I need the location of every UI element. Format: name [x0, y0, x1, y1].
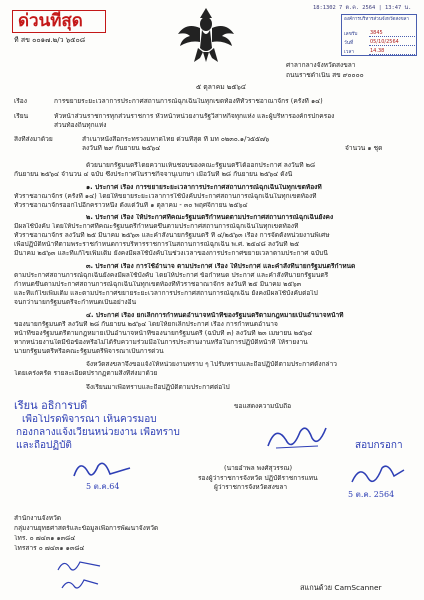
body-p5-line: หากหน่วยงานใดมีข้อข้องหรือไม่ได้รับความร่วมมือในการประสานงานหรือในการปฏิบัติหน้าที่ ให้รายงาน — [14, 339, 308, 346]
subject-label: เรื่อง — [14, 98, 27, 105]
attachment-qty: จำนวน ๑ ชุด — [345, 145, 383, 152]
to-line-2: ส่วนท้องถิ่นทุกแห่ง — [54, 122, 107, 129]
to-line-1: หัวหน้าส่วนราชการทุกส่วนราชการ หัวหน้าหน่วยงานรัฐวิสาหกิจทุกแห่ง และผู้บริหารองค์กรปกครอง — [54, 113, 335, 120]
top-time-stamp: 18:1302 7 ต.ค. 2564 | 13:47 น. — [313, 5, 412, 11]
body-p1-line: กันยายน ๒๕๖๔ จำนวน ๔ ฉบับ ซึ่งประกาศในราชกิจจานุเบกษา เมื่อวันที่ ๒๘ กันยายน ๒๕๖๔ ดังนี้ — [14, 171, 293, 178]
urgent-box — [12, 10, 106, 33]
receipt-date: 05/10/2564 — [370, 39, 399, 45]
receipt-date-label: วันที่ — [344, 41, 354, 46]
to-label: เรียน — [14, 113, 29, 120]
body-p6-line: โดยเคร่งครัด รายละเอียดปรากฏตามสิ่งที่ส่งมาด้วย — [14, 370, 158, 377]
sender-name: ศาลากลางจังหวัดสงขลา — [286, 62, 356, 69]
receipt-no: 3845 — [370, 30, 383, 36]
closing-request: จึงเรียนมาเพื่อทราบและถือปฏิบัติตามประกาศต่อไป — [86, 384, 230, 391]
body-p4-line: และที่แก้ไขเพิ่มเติม และตามประกาศขยายระยะเวลาการประกาศสถานการณ์ฉุกเฉิน ยังคงมีผลใช้บังคับต่อไป — [14, 290, 318, 297]
body-p5-line: หน้าที่ของรัฐมนตรีตามกฎหมายเป็นอำนาจหน้าที่ของนายกรัฐมนตรี (ฉบับที่ ๓) ลงวันที่ ๒๓ เมษายน ๒๕๖๔ — [14, 330, 313, 337]
body-p5-line: ของนายกรัฐมนตรี ลงวันที่ ๒๘ กันยายน ๒๕๖๔ โดยให้ยกเลิกประกาศ เรื่อง การกำหนดอำนาจ — [14, 321, 278, 328]
body-p3-line: ทั่วราชอาณาจักร ลงวันที่ ๒๕ มีนาคม ๒๕๖๓ และคำสั่งนายกรัฐมนตรี ที่ ๔/๒๕๖๓ เรื่อง การจัดตั้งหน่วยงานพิเศษ — [14, 232, 330, 239]
receipt-time: 14.38 — [370, 48, 385, 54]
body-p5-line: นายกรัฐมนตรีหรือคณะรัฐมนตรีพิจารณาเป็นการด่วน — [14, 348, 164, 355]
handwritten-note-line: เพื่อโปรดพิจารณา เห็นควรมอบ — [22, 414, 157, 425]
footer-division: กลุ่มงานยุทธศาสตร์และข้อมูลเพื่อการพัฒนาจังหวัด — [14, 525, 159, 532]
body-p3-line: ๒. ประกาศ เรื่อง ให้ประกาศที่คณะรัฐมนตรีกำหนดตามประกาศสถานการณ์ฉุกเฉินยังคง — [86, 214, 334, 221]
receipt-org: องค์การบริหารส่วนจังหวัดสงขลา — [344, 17, 409, 22]
handwritten-note-line: กองกลางแจ้งเวียนหน่วยงาน เพื่อทราบ — [16, 427, 180, 438]
body-p3-line: มีนาคม ๒๕๖๓ และที่แก้ไขเพิ่มเติม ยังคงมีผลใช้บังคับในช่วงเวลาของการประกาศขยายเวลาตามประกาศ ฉบับนี้ — [14, 250, 328, 257]
body-p4-line: ตามประกาศสถานการณ์ฉุกเฉินยังคงมีผลใช้บังคับ โดยให้ประกาศ ข้อกำหนด ประกาศ และคำสั่งที่นายกรัฐมนตรี — [14, 272, 329, 279]
subject-text: การขยายระยะเวลาการประกาศสถานการณ์ฉุกเฉินในทุกเขตท้องที่ทั่วราชอาณาจักร (ครั้งที่ ๑๔) — [54, 98, 323, 105]
garuda-emblem-icon — [176, 8, 236, 64]
handwritten-note-line: เรียน อธิการบดี — [14, 400, 88, 412]
body-p4-line: จนกว่านายกรัฐมนตรีจะกำหนดเป็นอย่างอื่น — [14, 299, 137, 306]
official-signature-icon — [262, 418, 332, 458]
body-p4-line: กำหนดขึ้นตามประกาศสถานการณ์ฉุกเฉินในทุกเขตท้องที่ทั่วราชอาณาจักร ลงวันที่ ๒๕ มีนาคม ๒๕๖๓ — [14, 281, 302, 288]
sender-street: ถนนราชดำเนิน สข ๙๐๐๐๐ — [286, 72, 364, 79]
bottom-signature-icon — [54, 556, 104, 576]
body-p2-line: ทั่วราชอาณาจักร (ครั้งที่ ๑๔) โดยให้ขยายระยะเวลาการใช้บังคับประกาศสถานการณ์ฉุกเฉินในทุกเขตท้องที่ — [14, 193, 317, 200]
closing-text: ขอแสดงความนับถือ — [234, 403, 292, 410]
letter-date: ๕ ตุลาคม ๒๕๖๔ — [196, 84, 246, 91]
footer-fax: โทรสาร ๐ ๗๔๓๑ ๑๓๘๔ — [14, 545, 85, 552]
body-p5-line: ๔. ประกาศ เรื่อง ยกเลิกการกำหนดอำนาจหน้าที่ของรัฐมนตรีตามกฎหมายเป็นอำนาจหน้าที่ — [86, 312, 344, 319]
attachment-line-2: ลงวันที่ ๒๙ กันยายน ๒๕๖๔ — [82, 145, 161, 152]
footer-office: สำนักงานจังหวัด — [14, 515, 62, 522]
left-signature-icon — [70, 456, 134, 484]
footer-tel: โทร. ๐ ๗๔๓๑ ๑๓๘๔ — [14, 535, 76, 542]
receipt-stamp — [341, 14, 417, 56]
signer-position-2: ผู้ว่าราชการจังหวัดสงขลา — [214, 484, 288, 491]
bottom-signature-icon — [58, 576, 102, 594]
body-p3-line: เพื่อปฏิบัติหน้าที่ตามพระราชกำหนดการบริหารราชการในสถานการณ์ฉุกเฉิน พ.ศ. ๒๕๔๘ ลงวันที่ ๒๕ — [14, 241, 300, 248]
attachment-label: สิ่งที่ส่งมาด้วย — [14, 136, 53, 143]
right-signature-icon — [348, 460, 408, 490]
attachment-line-1: สำเนาหนังสือกระทรวงมหาดไทย ด่วนที่สุด ที่ มท ๐๒๓๐.๑/ว๕๕๗๖ — [82, 136, 270, 143]
receipt-no-label: เลขรับ — [344, 32, 358, 37]
scanner-watermark: สแกนด้วย CamScanner — [300, 584, 382, 592]
right-signature-date: 5 ต.ค. 2564 — [348, 490, 395, 499]
signer-position-1: รองผู้ว่าราชการจังหวัด ปฏิบัติราชการแทน — [198, 475, 318, 482]
urgent-label: ด่วนที่สุด — [18, 11, 83, 31]
body-p2-line: ทั่วราชอาณาจักรออกไปอีกคราวหนึ่ง ตั้งแต่วันที่ ๑ ตุลาคม - ๓๐ พฤศจิกายน ๒๕๖๔ — [14, 202, 248, 209]
body-p3-line: มีผลใช้บังคับ โดยให้ประกาศที่คณะรัฐมนตรีกำหนดขึ้นตามประกาศสถานการณ์ฉุกเฉินในทุกเขตท้องที่ — [14, 223, 299, 230]
body-p6-line: จังหวัดสงขลาจึงขอแจ้งให้หน่วยงานทราบ ๆ ไปรับทราบและถือปฏิบัติตามประกาศดังกล่าว — [86, 361, 338, 368]
signer-name: (นายอำพล พงศ์สุวรรณ) — [224, 465, 293, 472]
body-p4-line: ๓. ประกาศ เรื่อง การใช้อำนาจ ตามประกาศ เรื่อง ให้ประกาศ และคำสั่งที่นายกรัฐมนตรีกำหนด — [86, 263, 356, 270]
body-p1-line: ด้วยนายกรัฐมนตรีโดยความเห็นชอบของคณะรัฐมนตรีได้ออกประกาศ ลงวันที่ ๒๘ — [86, 162, 316, 169]
document-number: ที่ สข ๐๐๑๗.๒/ว ๖๕๐๘ — [14, 36, 86, 44]
handwritten-note-line: และถือปฏิบัติ — [16, 440, 72, 451]
body-p2-line: ๑. ประกาศ เรื่อง การขยายระยะเวลาการประกาศสถานการณ์ฉุกเฉินในทุกเขตท้องที่ — [86, 184, 322, 191]
right-handwritten-note: สอบกรอกา — [355, 440, 403, 451]
receipt-time-label: เวลา — [344, 50, 354, 55]
left-signature-date: 5 ต.ค.64 — [86, 482, 120, 491]
